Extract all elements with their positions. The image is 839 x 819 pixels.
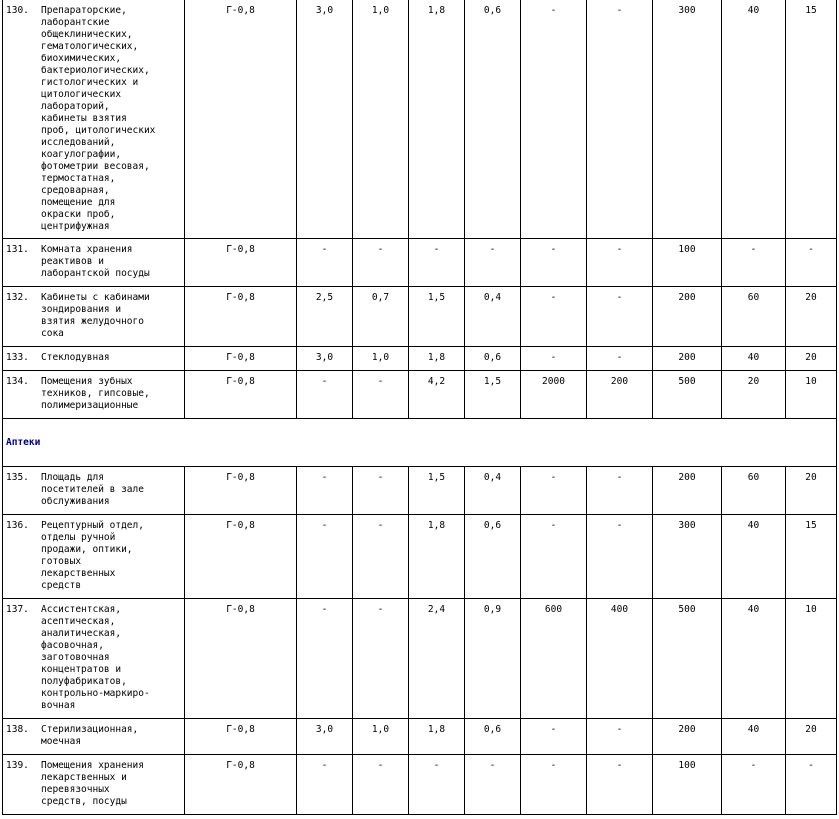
value-cell: -: [409, 239, 465, 287]
value-cell: -: [722, 755, 786, 815]
value-cell: -: [521, 515, 587, 599]
value-cell: -: [521, 0, 587, 239]
value-cell: 0,6: [465, 515, 521, 599]
value-cell: -: [353, 755, 409, 815]
value-cell: 1,0: [353, 0, 409, 239]
row-number: 132.: [6, 292, 29, 303]
row-number: 131.: [6, 244, 29, 255]
value-cell: 0,6: [465, 347, 521, 371]
value-cell: 1,0: [353, 719, 409, 755]
value-cell: 1,8: [409, 719, 465, 755]
value-cell: 0,6: [465, 719, 521, 755]
row-number: 138.: [6, 724, 29, 735]
value-cell: -: [297, 515, 353, 599]
value-cell: 1,8: [409, 515, 465, 599]
value-cell: Г-0,8: [185, 467, 297, 515]
value-cell: -: [297, 755, 353, 815]
value-cell: -: [297, 239, 353, 287]
value-cell: -: [465, 239, 521, 287]
value-cell: -: [521, 719, 587, 755]
value-cell: -: [587, 287, 653, 347]
value-cell: -: [521, 239, 587, 287]
value-cell: 40: [722, 515, 786, 599]
room-name: Помещения хранения лекарственных и перевязочных средств, посуды: [41, 760, 144, 807]
value-cell: 200: [653, 467, 722, 515]
value-cell: -: [587, 239, 653, 287]
table-row: [3, 599, 837, 719]
value-cell: 20: [722, 371, 786, 419]
value-cell: -: [353, 371, 409, 419]
norms-table: [2, 0, 837, 815]
value-cell: 40: [722, 347, 786, 371]
value-cell: 10: [786, 371, 837, 419]
room-name-cell: [3, 239, 185, 287]
section-title: Аптеки: [3, 419, 837, 467]
value-cell: 40: [722, 719, 786, 755]
value-cell: Г-0,8: [185, 0, 297, 239]
room-name-cell: [3, 719, 185, 755]
table-row: [3, 719, 837, 755]
value-cell: Г-0,8: [185, 719, 297, 755]
value-cell: Г-0,8: [185, 599, 297, 719]
row-number: 139.: [6, 760, 29, 771]
room-name: Помещения зубных техников, гипсовые, полимеризационные: [41, 376, 150, 411]
row-number: 137.: [6, 604, 29, 615]
table-row: [3, 239, 837, 287]
value-cell: -: [587, 515, 653, 599]
value-cell: 0,6: [465, 0, 521, 239]
value-cell: 1,5: [409, 467, 465, 515]
value-cell: 15: [786, 515, 837, 599]
room-name: Стерилизационная, моечная: [41, 724, 139, 747]
row-number: 133.: [6, 352, 29, 363]
value-cell: -: [353, 239, 409, 287]
value-cell: 0,4: [465, 467, 521, 515]
room-name: Рецептурный отдел, отделы ручной продажи, оптики, готовых лекарственных средств: [41, 520, 144, 591]
value-cell: -: [297, 371, 353, 419]
value-cell: 200: [653, 719, 722, 755]
table-row: [3, 515, 837, 599]
value-cell: 40: [722, 0, 786, 239]
table-row: [3, 755, 837, 815]
room-name-cell: [3, 599, 185, 719]
value-cell: 60: [722, 287, 786, 347]
value-cell: 20: [786, 467, 837, 515]
room-name: Площадь для посетителей в зале обслуживания: [41, 472, 144, 507]
value-cell: 1,5: [465, 371, 521, 419]
value-cell: 0,9: [465, 599, 521, 719]
value-cell: -: [587, 467, 653, 515]
value-cell: -: [353, 515, 409, 599]
value-cell: -: [587, 719, 653, 755]
value-cell: 20: [786, 347, 837, 371]
value-cell: 3,0: [297, 719, 353, 755]
value-cell: 100: [653, 239, 722, 287]
room-name-cell: [3, 347, 185, 371]
value-cell: 60: [722, 467, 786, 515]
room-name-cell: [3, 467, 185, 515]
value-cell: 4,2: [409, 371, 465, 419]
value-cell: 2000: [521, 371, 587, 419]
value-cell: 300: [653, 0, 722, 239]
value-cell: 0,4: [465, 287, 521, 347]
table-row: [3, 467, 837, 515]
value-cell: 20: [786, 287, 837, 347]
value-cell: -: [521, 467, 587, 515]
room-name: Комната хранения реактивов и лаборантской посуды: [41, 244, 150, 279]
value-cell: Г-0,8: [185, 371, 297, 419]
value-cell: Г-0,8: [185, 347, 297, 371]
value-cell: 40: [722, 599, 786, 719]
value-cell: 20: [786, 719, 837, 755]
value-cell: -: [521, 755, 587, 815]
value-cell: -: [353, 599, 409, 719]
value-cell: -: [786, 239, 837, 287]
value-cell: Г-0,8: [185, 755, 297, 815]
value-cell: -: [722, 239, 786, 287]
value-cell: 2,5: [297, 287, 353, 347]
table-row: [3, 371, 837, 419]
value-cell: -: [587, 347, 653, 371]
value-cell: Г-0,8: [185, 287, 297, 347]
room-name: Кабинеты с кабинами зондирования и взятия желудочного сока: [41, 292, 150, 339]
value-cell: 200: [653, 287, 722, 347]
value-cell: -: [786, 755, 837, 815]
value-cell: 2,4: [409, 599, 465, 719]
value-cell: -: [521, 347, 587, 371]
value-cell: 1,8: [409, 347, 465, 371]
value-cell: 200: [653, 347, 722, 371]
row-number: 130.: [6, 5, 29, 16]
room-name: Стеклодувная: [41, 352, 110, 363]
value-cell: 500: [653, 371, 722, 419]
value-cell: 0,7: [353, 287, 409, 347]
room-name-cell: [3, 287, 185, 347]
value-cell: 15: [786, 0, 837, 239]
value-cell: Г-0,8: [185, 239, 297, 287]
value-cell: -: [409, 755, 465, 815]
value-cell: 3,0: [297, 0, 353, 239]
value-cell: -: [587, 755, 653, 815]
room-name-cell: [3, 0, 185, 239]
value-cell: Г-0,8: [185, 515, 297, 599]
value-cell: 600: [521, 599, 587, 719]
value-cell: -: [297, 599, 353, 719]
value-cell: -: [297, 467, 353, 515]
value-cell: 500: [653, 599, 722, 719]
table-row: [3, 287, 837, 347]
value-cell: -: [587, 0, 653, 239]
value-cell: 3,0: [297, 347, 353, 371]
row-number: 135.: [6, 472, 29, 483]
table-row: [3, 347, 837, 371]
row-number: 136.: [6, 520, 29, 531]
room-name-cell: [3, 371, 185, 419]
section-row: [3, 419, 837, 467]
room-name: Препараторские, лаборантские общеклинических, гематологических, биохимических, бактериологических, гистологических и цитологических лабораторий, кабинеты взятия проб, цитологических исследований, коагулографии, фотометрии весовая, термостатная, средоварная, помещение для окраски проб, центрифужная: [41, 5, 156, 232]
value-cell: 10: [786, 599, 837, 719]
value-cell: 200: [587, 371, 653, 419]
value-cell: 1,5: [409, 287, 465, 347]
value-cell: 1,0: [353, 347, 409, 371]
value-cell: -: [353, 467, 409, 515]
value-cell: 400: [587, 599, 653, 719]
value-cell: -: [521, 287, 587, 347]
table-row: [3, 0, 837, 239]
room-name-cell: [3, 755, 185, 815]
value-cell: 300: [653, 515, 722, 599]
row-number: 134.: [6, 376, 29, 387]
value-cell: 100: [653, 755, 722, 815]
value-cell: 1,8: [409, 0, 465, 239]
room-name: Ассистентская, асептическая, аналитическая, фасовочная, заготовочная концентратов и полуфабрикатов, контрольно-маркиро- вочная: [41, 604, 150, 711]
value-cell: -: [465, 755, 521, 815]
room-name-cell: [3, 515, 185, 599]
